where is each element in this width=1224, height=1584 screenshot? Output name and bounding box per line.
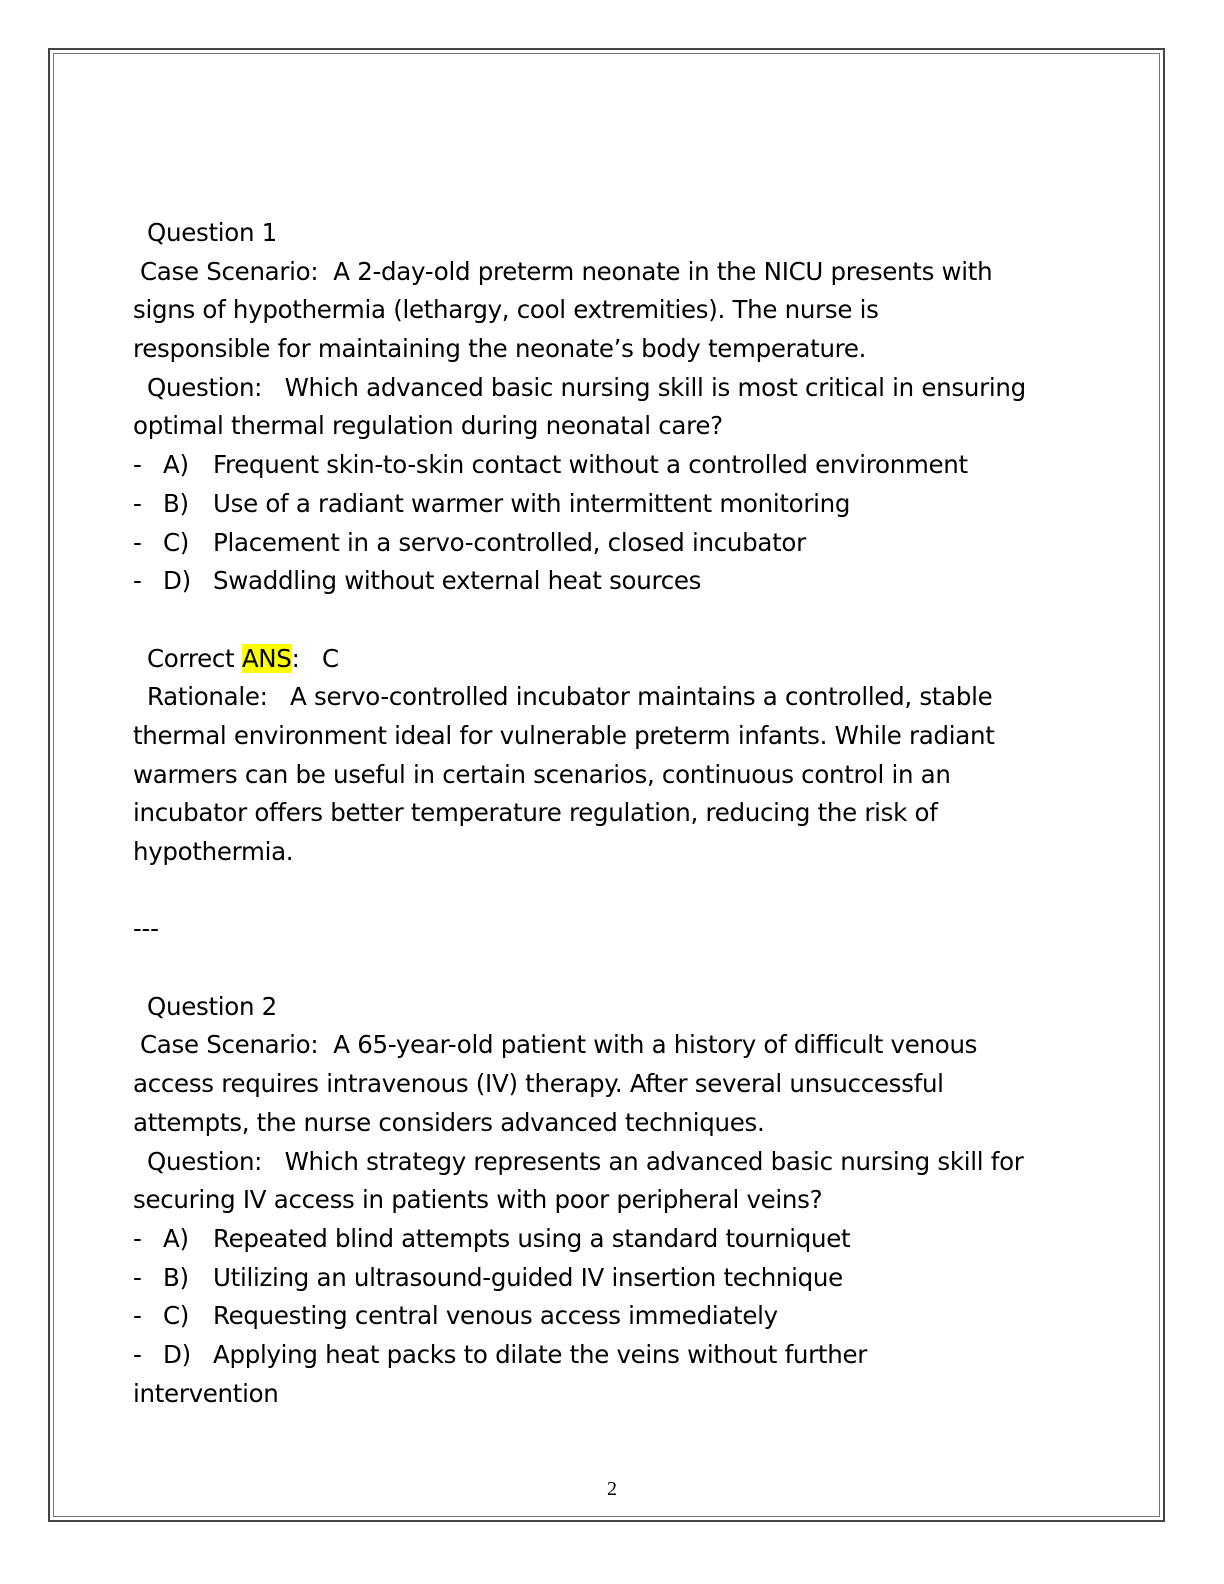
option-text: Use of a radiant warmer with intermittent monitoring [213, 488, 851, 518]
q2-scenario-line-2: access requires intravenous (IV) therapy. After several unsuccessful [133, 1069, 944, 1099]
answer-prefix: Correct [147, 643, 242, 673]
q2-option-c [133, 1297, 1093, 1336]
question-2-title: Question 2 [147, 991, 277, 1021]
q1-question-line-2: optimal thermal regulation during neonatal care? [133, 411, 723, 441]
bullet-dash: - [133, 1339, 142, 1369]
option-text: Frequent skin-to-skin contact without a controlled environment [213, 450, 968, 480]
bullet-dash: - [133, 1262, 142, 1292]
option-letter: B) [163, 1262, 189, 1292]
q1-scenario-line-3: responsible for maintaining the neonate’s body temperature. [133, 334, 867, 364]
q2-option-d [133, 1336, 1093, 1375]
q2-question-line-1: Question: Which strategy represents an advanced basic nursing skill for [147, 1146, 1024, 1176]
option-text: Requesting central venous access immediately [213, 1301, 778, 1331]
q1-option-a [133, 446, 1093, 485]
q1-correct-answer [133, 640, 1093, 679]
q2-scenario-line-3: attempts, the nurse considers advanced techniques. [133, 1107, 765, 1137]
question-1-title: Question 1 [147, 218, 277, 247]
option-letter: D) [163, 566, 191, 596]
q1-scenario-line-1: Case Scenario: A 2-day-old preterm neonate in the NICU presents with [140, 256, 993, 286]
bullet-dash: - [133, 1301, 142, 1331]
q1-option-b [133, 485, 1093, 524]
q1-rationale-line-1: Rationale: A servo-controlled incubator maintains a controlled, stable [147, 682, 993, 712]
bullet-dash: - [133, 566, 142, 596]
option-letter: B) [163, 488, 189, 518]
q1-rationale-line-5: hypothermia. [133, 837, 294, 866]
bullet-dash: - [133, 527, 142, 557]
option-letter: C) [163, 527, 190, 557]
bullet-dash: - [133, 488, 142, 518]
q1-rationale-line-2: thermal environment ideal for vulnerable preterm infants. While radiant [133, 720, 995, 750]
section-separator: --- [133, 914, 159, 944]
q1-scenario-line-2: signs of hypothermia (lethargy, cool extremities). The nurse is [133, 295, 879, 325]
bullet-dash: - [133, 450, 142, 480]
q1-rationale-line-4: incubator offers better temperature regulation, reducing the risk of [133, 798, 938, 828]
option-letter: A) [163, 1223, 189, 1253]
bullet-dash: - [133, 1223, 142, 1253]
q1-rationale-line-3: warmers can be useful in certain scenarios, continuous control in an [133, 759, 951, 789]
answer-highlight: ANS [241, 643, 292, 673]
q2-option-d-continuation: intervention [133, 1378, 279, 1408]
answer-suffix: : C [291, 643, 339, 673]
q2-scenario-line-1: Case Scenario: A 65-year-old patient with a history of difficult venous [140, 1030, 978, 1060]
page-number: 2 [607, 1478, 617, 1500]
option-text: Swaddling without external heat sources [213, 566, 702, 596]
q1-option-c [133, 524, 1093, 563]
option-text: Placement in a servo-controlled, closed incubator [213, 527, 806, 557]
q2-option-b [133, 1259, 1093, 1298]
option-text: Repeated blind attempts using a standard tourniquet [213, 1223, 851, 1253]
document-body [133, 214, 1093, 1413]
q1-option-d [133, 562, 1093, 601]
option-text: Utilizing an ultrasound-guided IV insertion technique [213, 1262, 843, 1292]
q2-question-line-2: securing IV access in patients with poor peripheral veins? [133, 1185, 823, 1215]
option-text: Applying heat packs to dilate the veins without further [213, 1339, 868, 1369]
option-letter: D) [163, 1339, 191, 1369]
q1-question-line-1: Question: Which advanced basic nursing skill is most critical in ensuring [147, 372, 1026, 402]
option-letter: C) [163, 1301, 190, 1331]
option-letter: A) [163, 450, 189, 480]
q2-option-a [133, 1220, 1093, 1259]
